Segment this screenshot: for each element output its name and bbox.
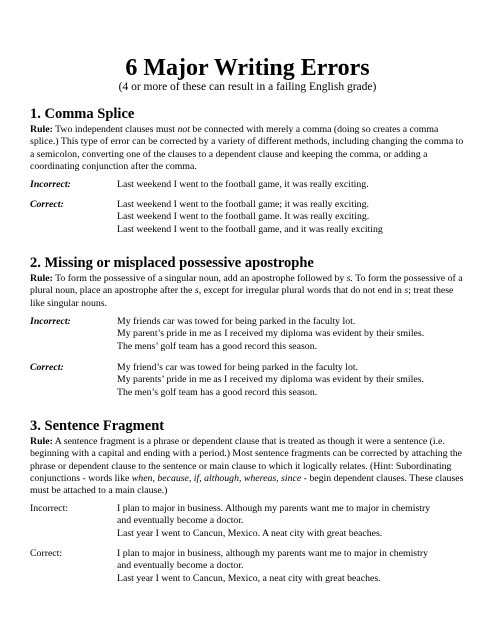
section-possessive-apostrophe bbox=[30, 255, 468, 310]
example-line: Last year I went to Cancun, Mexico, a neat city with great beaches. bbox=[117, 572, 381, 584]
section-comma-splice bbox=[30, 106, 468, 173]
page-title: 6 Major Writing Errors bbox=[125, 55, 370, 81]
rule-text: To form the possessive of a plural noun, place an apostrophe after the bbox=[30, 273, 463, 297]
section-sentence-fragment bbox=[30, 418, 468, 497]
incorrect-label: Incorrect: bbox=[30, 316, 71, 327]
page-subtitle: (4 or more of these can result in a failing English grade) bbox=[118, 81, 377, 93]
rule-emphasis: when, because, if, although, whereas, since bbox=[131, 472, 302, 484]
rule-emphasis: s bbox=[404, 285, 409, 297]
rule-text: To form the possessive of a singular noun, add an apostrophe followed by bbox=[52, 273, 347, 284]
example-line: Last weekend I went to the football game, it was really exciting. bbox=[117, 179, 369, 190]
rule-text: be connected with merely a comma (doing so creates a comma splice.) This type of error can be corrected by a variety of different methods, including changing the comma to a semicolon, converting one of the clauses to a dependent clause and keeping the comma, or adding a coordinating conjunction after the comma. bbox=[30, 124, 464, 172]
example-line: The men’s golf team has a good record this season. bbox=[117, 386, 318, 398]
example-line: and eventually become a doctor. bbox=[117, 515, 244, 527]
example-line: My parent’s pride in me as I received my diploma was evident by their smiles. bbox=[117, 328, 425, 340]
correct-label: Correct: bbox=[30, 362, 64, 373]
section-heading: 3. Sentence Fragment bbox=[30, 418, 165, 434]
example-line: My parents’ pride in me as I received my diploma was evident by their smiles. bbox=[117, 374, 424, 386]
rule-label: Rule: bbox=[30, 273, 53, 284]
example-line: Last weekend I went to the football game, and it was really exciting bbox=[117, 223, 383, 235]
incorrect-label: Incorrect: bbox=[30, 503, 69, 514]
section-heading: 2. Missing or misplaced possessive apostrophe bbox=[30, 255, 314, 271]
incorrect-label: Incorrect: bbox=[30, 179, 71, 190]
example-line: The mens’ golf team has a good record this season. bbox=[117, 340, 318, 352]
correct-label: Correct: bbox=[30, 199, 64, 210]
example-line: Last weekend I went to the football game. It was really exciting. bbox=[117, 211, 370, 223]
rule-paragraph bbox=[30, 273, 468, 310]
example-line: Last year I went to Cancun, Mexico. A neat city with great beaches. bbox=[117, 527, 383, 539]
example-line: Last weekend I went to the football game; it was really exciting. bbox=[117, 199, 369, 210]
rule-paragraph bbox=[30, 436, 468, 497]
example-line: and eventually become a doctor. bbox=[117, 560, 244, 572]
rule-text: , except for irregular plural words that do not end in bbox=[198, 285, 405, 297]
rule-text: - begin dependent clauses. These clauses must be attached to a main clause.) bbox=[30, 472, 464, 497]
rule-label: Rule: bbox=[30, 124, 53, 135]
rule-emphasis: s bbox=[194, 285, 199, 297]
rule-text: ; treat these like singular nouns. bbox=[30, 285, 454, 309]
example-line: My friends car was towed for being parked in the faculty lot. bbox=[117, 316, 356, 327]
rule-label: Rule: bbox=[30, 436, 53, 447]
correct-label: Correct: bbox=[30, 548, 63, 559]
rule-emphasis: not bbox=[177, 124, 190, 135]
example-line: My friend’s car was towed for being parked in the faculty lot. bbox=[117, 362, 359, 373]
rule-text: A sentence fragment is a phrase or dependent clause that is treated as though it were a sentence (i.e. beginning with a capital and ending with a period.) Most sentence fragments can be corrected by attaching the phrase or dependent clause to the sentence or main clause to which it logically relates. (Hint: Subordinating conjunctions - words like bbox=[30, 436, 463, 484]
rule-emphasis: s. bbox=[346, 273, 353, 284]
rule-text: Two independent clauses must bbox=[52, 124, 178, 135]
section-heading: 1. Comma Splice bbox=[30, 106, 135, 122]
rule-paragraph bbox=[30, 124, 468, 173]
example-line: I plan to major in business, although my parents want me to major in chemistry bbox=[117, 548, 428, 559]
example-line: I plan to major in business. Although my parents want me to major in chemistry bbox=[117, 503, 431, 514]
